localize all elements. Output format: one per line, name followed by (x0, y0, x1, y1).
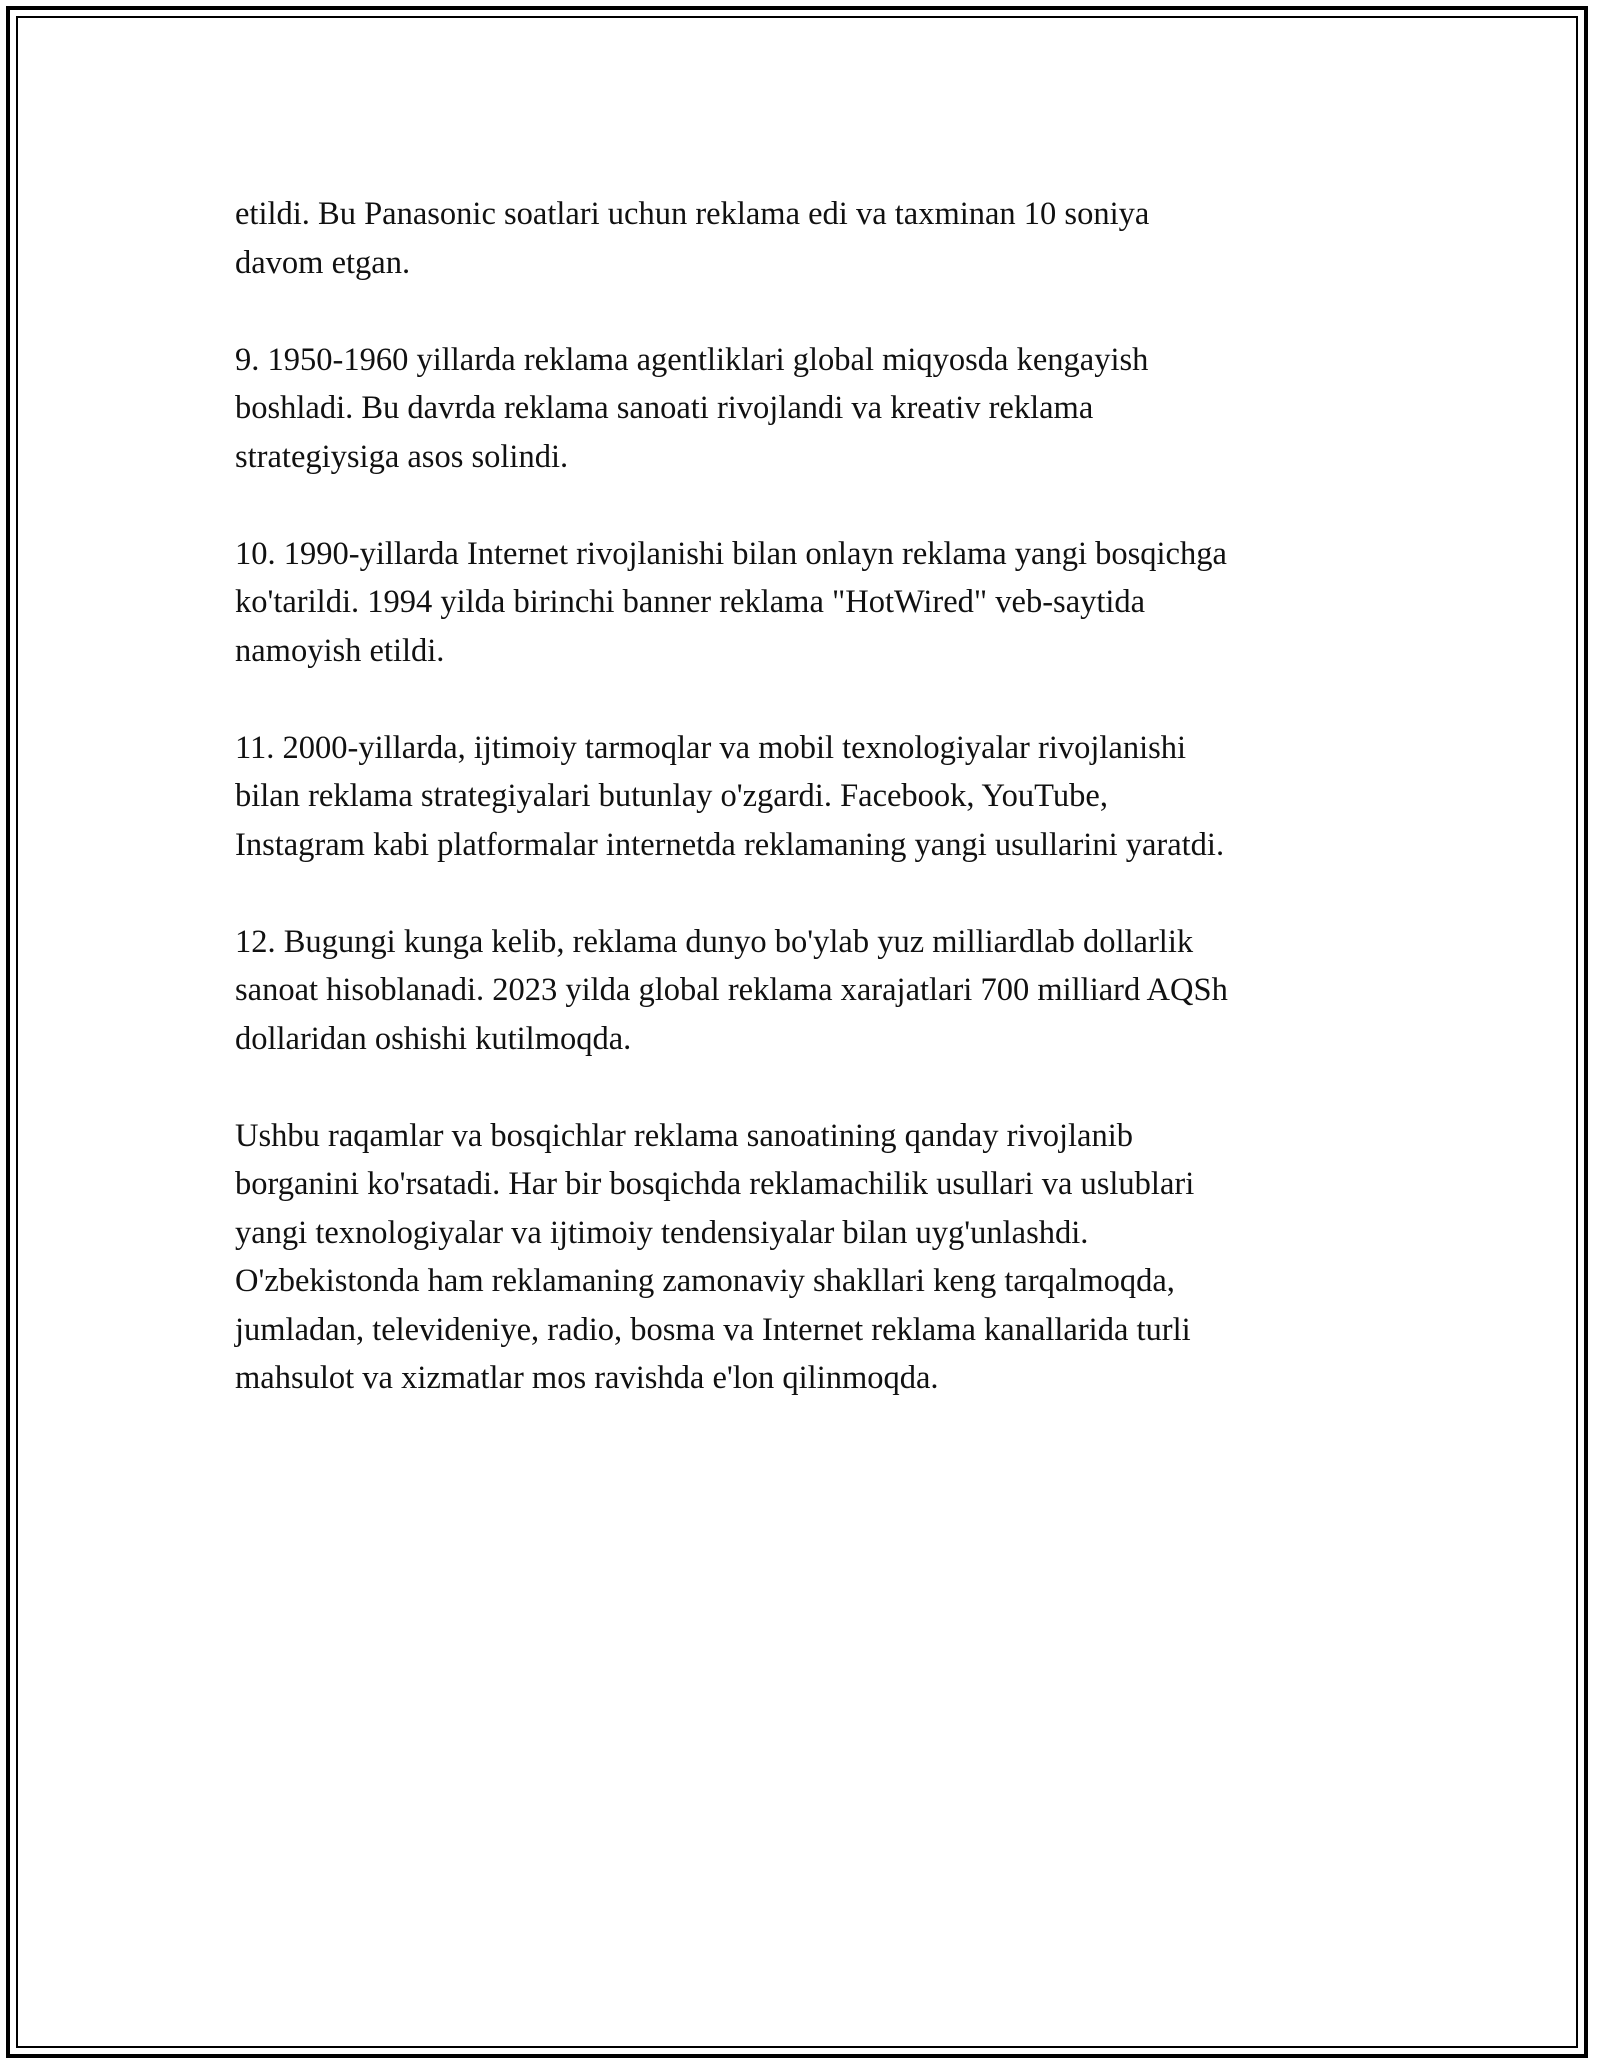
paragraph-conclusion: Ushbu raqamlar va bosqichlar reklama sanoatining qanday rivojlanib borganini ko'rsatadi. Har bir bosqichda reklamachilik usullari va uslublari yangi texnologiyalar va ijtimoiy tendensiyalar bilan uyg'unlashdi. O'zbekistonda ham reklamaning zamonaviy shakllari keng tarqalmoqda, jumladan, televideniye, radio, bosma va Internet reklama kanallarida turli mahsulot va xizmatlar mos ravishda e'lon qilinmoqda. (235, 1117, 1195, 1396)
paragraph-continuation: etildi. Bu Panasonic soatlari uchun reklama edi va taxminan 10 soniya davom etgan. (235, 196, 1150, 281)
paragraph-item-9: 9. 1950-1960 yillarda reklama agentliklari global miqyosda kengayish boshladi. Bu davrda reklama sanoati rivojlandi va kreativ reklama strategiysiga asos solindi. (235, 341, 1149, 475)
paragraph-item-10: 10. 1990-yillarda Internet rivojlanishi bilan onlayn reklama yangi bosqichga ko'tarildi. 1994 yilda birinchi banner reklama "HotWired" veb-saytida namoyish etildi. (235, 535, 1227, 669)
paragraph-item-11: 11. 2000-yillarda, ijtimoiy tarmoqlar va mobil texnologiyalar rivojlanishi bilan reklama strategiyalari butunlay o'zgardi. Facebook, YouTube, Instagram kabi platformalar internetda reklamaning yangi usullarini yaratdi. (235, 729, 1225, 863)
paragraph-item-12: 12. Bugungi kunga kelib, reklama dunyo bo'ylab yuz milliardlab dollarlik sanoat hisoblanadi. 2023 yilda global reklama xarajatlari 700 milliard AQSh dollaridan oshishi kutilmoqda. (235, 923, 1228, 1057)
document-body (235, 190, 1385, 1451)
